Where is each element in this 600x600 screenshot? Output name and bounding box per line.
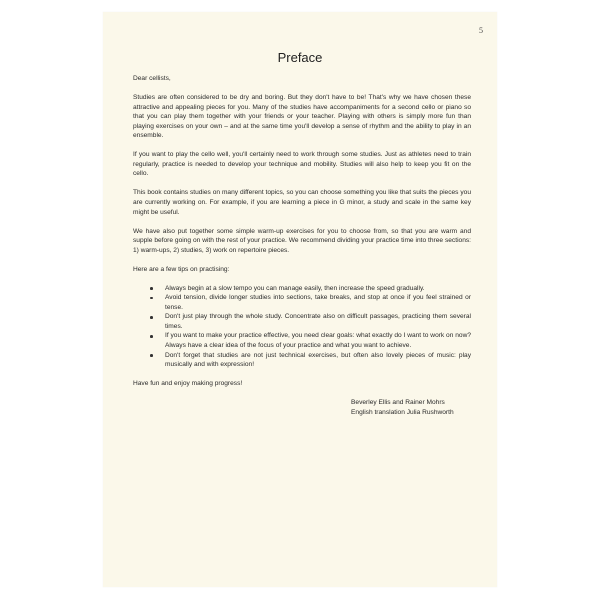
book-page bbox=[103, 12, 497, 587]
authors: Beverley Ellis and Rainer Mohrs bbox=[351, 399, 445, 407]
signature-block bbox=[351, 398, 471, 417]
closing-line: Have fun and enjoy making progress! bbox=[133, 380, 243, 388]
salutation: Dear cellists, bbox=[133, 75, 171, 82]
page-number: 5 bbox=[479, 26, 483, 35]
tip-item: Avoid tension, divide longer studies into sections, take breaks, and stop at once if you feel strained or tense. bbox=[150, 293, 471, 312]
tip-item: If you want to make your practice effective, you need clear goals: what exactly do I want to work on now? Always have a clear idea of the focus of your practice and what you want to achieve. bbox=[150, 331, 471, 350]
tip-item: Don't just play through the whole study. Concentrate also on difficult passages, practicing them several times. bbox=[150, 312, 471, 331]
page-title: Preface bbox=[277, 50, 323, 65]
tips-list bbox=[133, 284, 471, 370]
tips-intro: Here are a few tips on practising: bbox=[133, 265, 230, 273]
paragraph: We have also put together some simple warm-up exercises for you to choose from, so that you are warm and supple before going on with the rest of your practice. We recommend dividing your practice time into three sections: 1) warm-ups, 2) studies, 3) work on repertoire pieces. bbox=[133, 227, 471, 254]
paragraph: This book contains studies on many different topics, so you can choose something you like that suits the pieces you are currently working on. For example, if you are learning a piece in G minor, a study and scale in the same key might be useful. bbox=[133, 189, 471, 216]
paragraph: Studies are often considered to be dry and boring. But they don't have to be! That's why we have chosen these attractive and appealing pieces for you. Many of the studies have accompaniments for a second cello or piano so that you can play them together with your friends or your teacher. Playing with others is simply more fun than playing exercises on your own – and at the same time you'll develop a sense of rhythm and the ability to play in an ensemble. bbox=[133, 94, 471, 140]
preface-body bbox=[133, 74, 471, 417]
translation-credit: English translation Julia Rushworth bbox=[351, 408, 454, 416]
tip-item: Don't forget that studies are not just technical exercises, but often also lovely pieces of music: play musically and with expression! bbox=[150, 351, 471, 370]
paragraph: If you want to play the cello well, you'll certainly need to work through some studies. Just as athletes need to train regularly, practice is needed to develop your technique and mobility. Studies will also help to keep you fit on the cello. bbox=[133, 151, 471, 178]
tip-item: Always begin at a slow tempo you can manage easily, then increase the speed gradually. bbox=[150, 284, 471, 294]
